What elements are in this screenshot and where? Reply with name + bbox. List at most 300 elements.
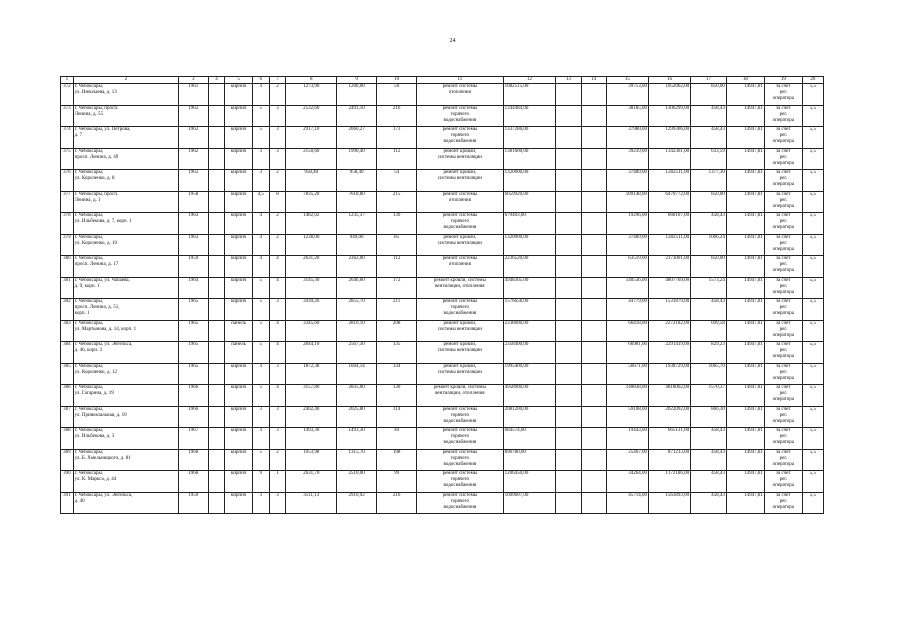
cell-line: за счет xyxy=(776,428,791,433)
term-cell: 5,5 xyxy=(802,234,823,256)
cell-line: г. Чебоксары, ул. Чапаева, xyxy=(74,277,130,283)
cell-line: г. Чебоксары, xyxy=(74,299,104,304)
funding-source-cell xyxy=(764,449,802,471)
cost-cell: 1320000,00 xyxy=(503,234,556,256)
year-cell: 1959 xyxy=(179,492,209,514)
amount-cell: 1172186,00 xyxy=(648,471,690,493)
term-cell: 5,5 xyxy=(802,299,823,321)
cell-line: рег. xyxy=(779,154,788,160)
address-cell xyxy=(73,191,178,213)
total-area-cell: 1482,02 xyxy=(286,213,337,235)
cell-line: г. Чебоксары, просп. xyxy=(74,191,119,197)
cell-line: ремонт системы xyxy=(442,256,478,261)
floors-cell: 5 xyxy=(252,320,269,342)
amount-cell: 44779,00 xyxy=(606,299,648,321)
work-type-cell xyxy=(417,234,503,256)
entrances-cell: 4 xyxy=(269,385,286,407)
year-cell: 1962 xyxy=(179,148,209,170)
table-row xyxy=(61,342,824,364)
empty-cell xyxy=(208,471,225,493)
address-cell xyxy=(73,127,178,149)
cell-line: ремонт кровли, xyxy=(443,342,477,347)
empty-cell xyxy=(581,127,606,149)
amount-cell: 39753,00 xyxy=(606,84,648,106)
empty-cell xyxy=(581,256,606,278)
column-header: 15 xyxy=(606,77,648,84)
cell-line: рег. xyxy=(779,197,788,203)
material-cell: панель xyxy=(225,342,252,364)
cell-line: ремонт системы xyxy=(442,213,478,218)
cell-line: просп. Ленина, д. 49 xyxy=(74,154,119,160)
amount-cell: 6470772,00 xyxy=(648,191,690,213)
term-cell: 5,5 xyxy=(802,84,823,106)
amount-cell: 2272182,00 xyxy=(648,320,690,342)
work-type-cell xyxy=(417,256,503,278)
funding-source-cell xyxy=(764,191,802,213)
empty-cell xyxy=(581,406,606,428)
year-cell: 1958 xyxy=(179,191,209,213)
total-area-cell: 2844,10 xyxy=(286,342,337,364)
address-cell xyxy=(73,406,178,428)
cell-line: рег. xyxy=(779,498,788,504)
floors-cell: 4 xyxy=(252,428,269,450)
term-cell: 5,5 xyxy=(802,127,823,149)
work-type-cell xyxy=(417,428,503,450)
unit-cost-cell: 458,43 xyxy=(691,105,727,127)
cost-cell: 2236520,00 xyxy=(503,256,556,278)
cell-line: оператора xyxy=(772,397,794,403)
cell-line: за счет xyxy=(776,342,791,347)
empty-cell xyxy=(556,320,581,342)
cell-line: г. Чебоксары, xyxy=(74,234,104,240)
cell-line: горячего xyxy=(450,498,470,504)
material-cell: кирпич xyxy=(225,234,252,256)
table-row xyxy=(61,170,824,192)
limit-cost-cell: 14947,81 xyxy=(726,234,764,256)
limit-cost-cell: 14947,81 xyxy=(726,363,764,385)
cell-line: водоснабжения xyxy=(443,139,477,145)
cell-line: рег. xyxy=(779,133,788,139)
limit-cost-cell: 14947,81 xyxy=(726,385,764,407)
entrances-cell: 2 xyxy=(269,234,286,256)
row-number: 382 xyxy=(61,299,74,321)
empty-cell xyxy=(208,105,225,127)
cell-line: ремонт кровли, xyxy=(443,148,477,154)
row-number: 381 xyxy=(61,277,74,299)
cell-line: горячего xyxy=(450,412,470,418)
cell-line: рег. xyxy=(779,262,788,268)
cost-cell: 2081200,00 xyxy=(503,406,556,428)
living-area-cell: 2835,00 xyxy=(337,385,377,407)
limit-cost-cell: 14947,81 xyxy=(726,277,764,299)
unit-cost-cell: 458,43 xyxy=(691,127,727,149)
living-area-cell: 1200,00 xyxy=(337,84,377,106)
amount-cell: 56671,00 xyxy=(606,363,648,385)
residents-cell: 54 xyxy=(377,170,417,192)
material-cell: кирпич xyxy=(225,299,252,321)
empty-cell xyxy=(581,471,606,493)
limit-cost-cell: 14947,81 xyxy=(726,84,764,106)
cell-line: г. Чебоксары, xyxy=(74,471,104,476)
residents-cell: 172 xyxy=(377,277,417,299)
cell-line: оператора xyxy=(772,160,794,166)
cell-line: за счет xyxy=(776,320,791,326)
cell-line: д. 46, корп. 3 xyxy=(74,348,103,354)
total-area-cell: 1238,00 xyxy=(286,234,337,256)
cell-line: ул. Мартынова, д. 14, корп. 1 xyxy=(74,326,137,332)
living-area-cell: 1315,70 xyxy=(337,449,377,471)
address-cell xyxy=(73,471,178,493)
empty-cell xyxy=(556,277,581,299)
cost-cell: 1206450,00 xyxy=(503,471,556,493)
cell-line: г. Чебоксары, xyxy=(74,84,104,89)
cell-line: ремонт кровли, xyxy=(443,170,477,175)
empty-cell xyxy=(556,492,581,514)
empty-cell xyxy=(208,449,225,471)
cell-line: оператора xyxy=(772,375,794,381)
unit-cost-cell: 829,23 xyxy=(691,342,727,364)
cell-line: ул. Гагарина, д. 19 xyxy=(74,391,114,397)
floors-cell: 3 xyxy=(252,406,269,428)
work-type-cell xyxy=(417,170,503,192)
unit-cost-cell: 458,43 xyxy=(691,428,727,450)
column-header: 7 xyxy=(269,77,286,84)
entrances-cell: 4 xyxy=(269,320,286,342)
row-number: 372 xyxy=(61,84,74,106)
material-cell: кирпич xyxy=(225,213,252,235)
cell-line: ремонт системы xyxy=(442,84,478,89)
work-type-cell xyxy=(417,299,503,321)
empty-cell xyxy=(556,148,581,170)
total-area-cell: 7835,20 xyxy=(286,191,337,213)
table-body xyxy=(61,77,824,514)
entrances-cell: 2 xyxy=(269,84,286,106)
unit-cost-cell: 850,00 xyxy=(691,191,727,213)
cell-line: рег. xyxy=(779,90,788,96)
cell-line: оператора xyxy=(772,225,794,231)
cost-cell: 4948305,00 xyxy=(503,277,556,299)
empty-cell xyxy=(208,170,225,192)
cell-line: г. Чебоксары, xyxy=(74,320,104,326)
cost-cell: 1082515,00 xyxy=(503,84,556,106)
empty-cell xyxy=(556,105,581,127)
table-row xyxy=(61,428,824,450)
floors-cell: 4 xyxy=(252,256,269,278)
cell-line: г. Чебоксары, xyxy=(74,170,104,175)
address-cell xyxy=(73,385,178,407)
table-row xyxy=(61,191,824,213)
cell-line: оператора xyxy=(772,182,794,188)
column-header: 6 xyxy=(252,77,269,84)
cell-line: за счет xyxy=(776,170,791,175)
residents-cell: 215 xyxy=(377,191,417,213)
empty-cell xyxy=(208,406,225,428)
amount-cell: 66418,00 xyxy=(606,320,648,342)
empty-cell xyxy=(581,385,606,407)
entrances-cell: 3 xyxy=(269,127,286,149)
amount-cell: 1563893,00 xyxy=(648,492,690,514)
column-header: 8 xyxy=(286,77,337,84)
cost-cell: 1344484,00 xyxy=(503,105,556,127)
cell-line: оператора xyxy=(772,203,794,209)
amount-cell: 59108,00 xyxy=(606,406,648,428)
cell-line: горячего xyxy=(450,219,470,225)
cell-line: рег. xyxy=(779,240,788,246)
table-row xyxy=(61,213,824,235)
amount-cell: 1938729,00 xyxy=(648,363,690,385)
limit-cost-cell: 14947,81 xyxy=(726,148,764,170)
residents-cell: 216 xyxy=(377,105,417,127)
cell-line: водоснабжения xyxy=(443,504,477,510)
unit-cost-cell: 1573,24 xyxy=(691,277,727,299)
table-row xyxy=(61,84,824,106)
funding-source-cell xyxy=(764,256,802,278)
cell-line: рег. xyxy=(779,477,788,483)
funding-source-cell xyxy=(764,406,802,428)
amount-cell: 1282511,00 xyxy=(648,234,690,256)
cost-cell: 2358400,00 xyxy=(503,342,556,364)
table-row xyxy=(61,320,824,342)
table-row xyxy=(61,234,824,256)
amount-cell: 2173001,00 xyxy=(648,256,690,278)
cell-line: вентиляции, отопления xyxy=(435,391,485,397)
address-cell xyxy=(73,299,178,321)
row-number: 380 xyxy=(61,256,74,278)
cell-line: оператора xyxy=(772,117,794,123)
empty-cell xyxy=(581,492,606,514)
total-area-cell: 2631,70 xyxy=(286,471,337,493)
cell-line: ремонт кровли, xyxy=(443,320,477,326)
funding-source-cell xyxy=(764,213,802,235)
column-header: 4 xyxy=(208,77,225,84)
cell-line: за счет xyxy=(776,105,791,111)
unit-cost-cell: 1377,30 xyxy=(691,170,727,192)
material-cell: кирпич xyxy=(225,428,252,450)
cell-line: за счет xyxy=(776,127,791,132)
cell-line: оператора xyxy=(772,461,794,467)
column-header: 2 xyxy=(73,77,178,84)
cell-line: г. Чебоксары, xyxy=(74,256,104,261)
table-row xyxy=(61,148,824,170)
cell-line: д. 40 xyxy=(74,498,85,504)
cell-line: г. Чебоксары, просп. xyxy=(74,105,119,111)
cell-line: вентиляции, отопления xyxy=(435,283,485,289)
row-number: 377 xyxy=(61,191,74,213)
cell-line: рег. xyxy=(779,111,788,117)
limit-cost-cell: 14947,81 xyxy=(726,320,764,342)
empty-cell xyxy=(556,471,581,493)
residents-cell: 208 xyxy=(377,320,417,342)
cell-line: системы вентиляции xyxy=(437,240,482,246)
entrances-cell: 4 xyxy=(269,256,286,278)
work-type-cell xyxy=(417,84,503,106)
amount-cell: 37489,00 xyxy=(606,234,648,256)
empty-cell xyxy=(556,84,581,106)
unit-cost-cell: 458,43 xyxy=(691,471,727,493)
cell-line: водоснабжения xyxy=(443,483,477,489)
material-cell: кирпич xyxy=(225,256,252,278)
entrances-cell: 1 xyxy=(269,471,286,493)
funding-source-cell xyxy=(764,127,802,149)
cost-cell: 1320000,00 xyxy=(503,170,556,192)
cell-line: за счет xyxy=(776,234,791,240)
term-cell: 5,5 xyxy=(802,320,823,342)
limit-cost-cell: 14947,81 xyxy=(726,105,764,127)
cost-cell: 1381600,00 xyxy=(503,148,556,170)
amount-cell: 34264,00 xyxy=(606,471,648,493)
empty-cell xyxy=(581,191,606,213)
residents-cell: 112 xyxy=(377,256,417,278)
funding-source-cell xyxy=(764,148,802,170)
floors-cell: 3 xyxy=(252,492,269,514)
table-row xyxy=(61,363,824,385)
cell-line: ремонт кровли, системы xyxy=(433,385,486,390)
material-cell: кирпич xyxy=(225,105,252,127)
address-cell xyxy=(73,148,178,170)
empty-cell xyxy=(208,84,225,106)
material-cell: кирпич xyxy=(225,84,252,106)
empty-cell xyxy=(208,428,225,450)
work-type-cell xyxy=(417,385,503,407)
cell-line: рег. xyxy=(779,455,788,461)
term-cell: 5,5 xyxy=(802,492,823,514)
cell-line: за счет xyxy=(776,299,791,304)
cell-line: отопления xyxy=(448,90,471,96)
unit-cost-cell: 458,43 xyxy=(691,492,727,514)
entrances-cell: 4 xyxy=(269,342,286,364)
total-area-cell: 3345,60 xyxy=(286,320,337,342)
floors-cell: 5 xyxy=(252,299,269,321)
living-area-cell: 2025,80 xyxy=(337,406,377,428)
total-area-cell: 3157,80 xyxy=(286,385,337,407)
empty-cell xyxy=(556,256,581,278)
total-area-cell: 2631,20 xyxy=(286,256,337,278)
cell-line: за счет xyxy=(776,148,791,154)
residents-cell: 49 xyxy=(377,428,417,450)
cell-line: Ленина, д. 1 xyxy=(74,197,101,203)
year-cell: 1962 xyxy=(179,170,209,192)
address-cell xyxy=(73,428,178,450)
address-cell xyxy=(73,449,178,471)
cell-line: ул. Привокзальная, д. 10 xyxy=(74,412,127,418)
unit-cost-cell: 866,30 xyxy=(691,406,727,428)
material-cell: кирпич xyxy=(225,127,252,149)
unit-cost-cell: 1065,70 xyxy=(691,363,727,385)
cost-cell: 4958900,00 xyxy=(503,385,556,407)
residents-cell: 198 xyxy=(377,449,417,471)
floors-cell: 5 xyxy=(252,449,269,471)
entrances-cell: 2 xyxy=(269,213,286,235)
column-header: 14 xyxy=(581,77,606,84)
material-cell: кирпич xyxy=(225,277,252,299)
floors-cell: 4 xyxy=(252,213,269,235)
work-type-cell xyxy=(417,105,503,127)
cell-line: г. Чебоксары, xyxy=(74,213,104,218)
residents-cell: 211 xyxy=(377,299,417,321)
work-type-cell xyxy=(417,320,503,342)
column-header: 9 xyxy=(337,77,377,84)
cell-line: рег. xyxy=(779,348,788,354)
cost-cell: 679403,00 xyxy=(503,213,556,235)
cell-line: оператора xyxy=(772,440,794,446)
funding-source-cell xyxy=(764,84,802,106)
empty-cell xyxy=(208,213,225,235)
entrances-cell: 3 xyxy=(269,492,286,514)
row-number: 384 xyxy=(61,342,74,364)
term-cell: 5,5 xyxy=(802,363,823,385)
limit-cost-cell: 14947,81 xyxy=(726,191,764,213)
total-area-cell: 2402,40 xyxy=(286,406,337,428)
empty-cell xyxy=(556,406,581,428)
residents-cell: 173 xyxy=(377,127,417,149)
empty-cell xyxy=(556,191,581,213)
cell-line: оператора xyxy=(772,354,794,360)
cell-line: ул. Б. Хмельницкого, д. 81 xyxy=(74,455,131,461)
work-type-cell xyxy=(417,191,503,213)
cell-line: ремонт системы xyxy=(442,191,478,197)
cell-line: водоснабжения xyxy=(443,461,477,467)
row-number: 374 xyxy=(61,127,74,149)
amount-cell: 25467,00 xyxy=(606,449,648,471)
cost-cell: 896780,00 xyxy=(503,449,556,471)
entrances-cell: 3 xyxy=(269,363,286,385)
cell-line: г. Чебоксары, xyxy=(74,428,104,433)
address-cell xyxy=(73,277,178,299)
row-number: 383 xyxy=(61,320,74,342)
limit-cost-cell: 14947,81 xyxy=(726,406,764,428)
residents-cell: 99 xyxy=(377,471,417,493)
funding-source-cell xyxy=(764,234,802,256)
cell-line: отопления xyxy=(448,197,471,203)
amount-cell: 66981,00 xyxy=(606,342,648,364)
year-cell: 1965 xyxy=(179,363,209,385)
empty-cell xyxy=(556,428,581,450)
page-number: 24 xyxy=(449,38,456,44)
cell-line: системы вентиляции xyxy=(437,176,482,182)
living-area-cell: 2362,00 xyxy=(337,256,377,278)
residents-cell: 134 xyxy=(377,363,417,385)
row-number: 385 xyxy=(61,363,74,385)
column-header: 1 xyxy=(61,77,74,84)
empty-cell xyxy=(556,342,581,364)
entrances-cell: 2 xyxy=(269,170,286,192)
empty-cell xyxy=(208,127,225,149)
living-area-cell: 2855,70 xyxy=(337,299,377,321)
limit-cost-cell: 14947,81 xyxy=(726,256,764,278)
material-cell: кирпич xyxy=(225,492,252,514)
empty-cell xyxy=(581,148,606,170)
cost-cell: 1609607,00 xyxy=(503,492,556,514)
cost-cell: 1576658,00 xyxy=(503,299,556,321)
table-row xyxy=(61,471,824,493)
cell-line: просп. Ленина, д. 17 xyxy=(74,262,119,268)
amount-cell: 140838,00 xyxy=(606,385,648,407)
term-cell: 5,5 xyxy=(802,148,823,170)
entrances-cell: 2 xyxy=(269,449,286,471)
cost-cell: 1337286,00 xyxy=(503,127,556,149)
total-area-cell: 1953,98 xyxy=(286,449,337,471)
year-cell: 1968 xyxy=(179,471,209,493)
amount-cell: 39239,00 xyxy=(606,148,648,170)
floors-cell: 5 xyxy=(252,277,269,299)
empty-cell xyxy=(208,492,225,514)
empty-cell xyxy=(581,234,606,256)
cell-line: д. 9, корп. 1 xyxy=(74,283,100,289)
amount-cell: 1299306,00 xyxy=(648,127,690,149)
cell-line: оператора xyxy=(772,289,794,295)
residents-cell: 50 xyxy=(377,84,417,106)
funding-source-cell xyxy=(764,105,802,127)
